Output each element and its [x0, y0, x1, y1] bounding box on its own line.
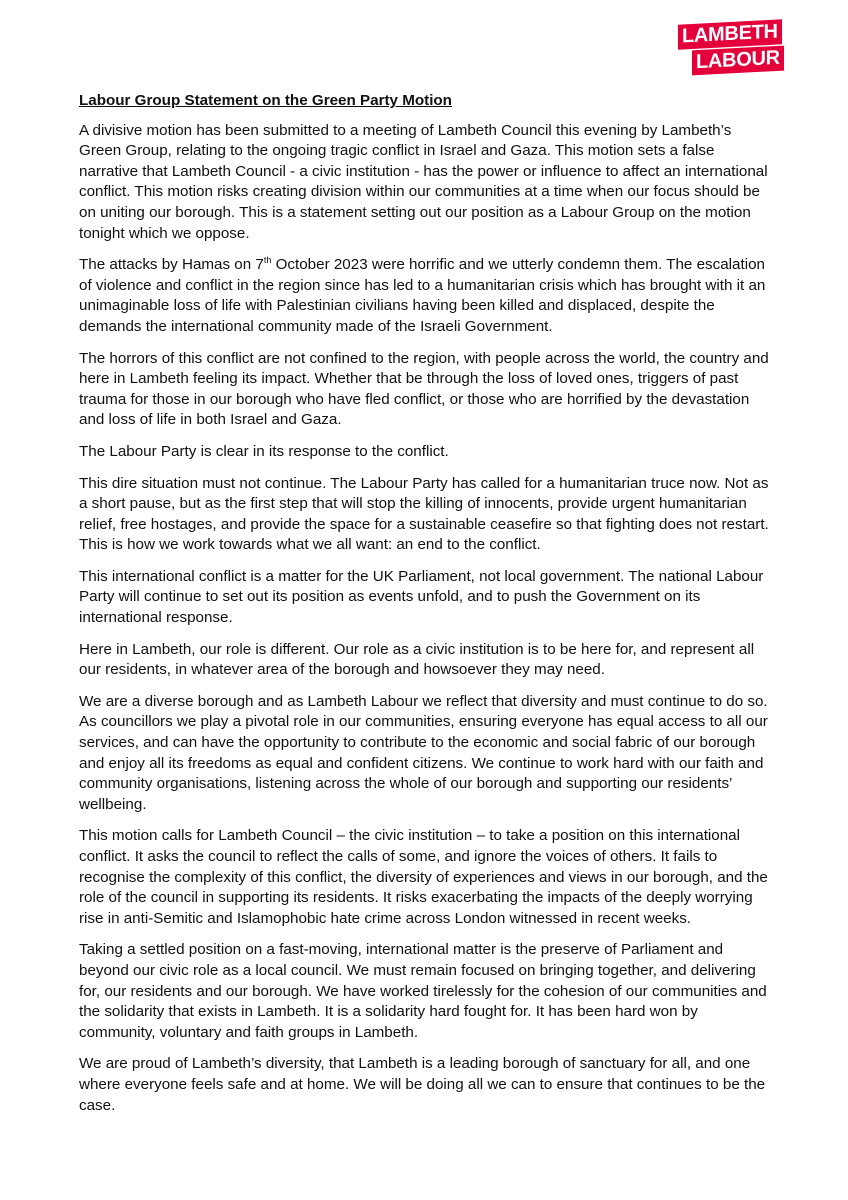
paragraph-6: This international conflict is a matter for the UK Parliament, not local government. The national Labour Party will continue to set out its position as events unfold, and to push the Government on its international response.: [79, 567, 764, 627]
paragraph-2-start: The attacks by Hamas on 7: [79, 256, 264, 274]
paragraph-2-rest: October 2023 were horrific and we utterly condemn them. The escalation of violence and conflict in the region since has led to a humanitarian crisis which has brought with it an unimaginable loss of life with Palestinian civilians having been killed and displaced, despite the demands the international community made of the Israeli Government.: [79, 256, 766, 335]
paragraph-8: We are a diverse borough and as Lambeth Labour we reflect that diversity and must continue to do so. As councillors we play a pivotal role in our communities, ensuring everyone has equal access to all our services, and can have the opportunity to contribute to the economic and social fabric of our borough and enjoy all its freedoms as equal and confident citizens. We continue to work hard with our faith and community organisations, listening across the whole of our borough and supporting our residents’ wellbeing.: [79, 692, 768, 813]
paragraph-5: This dire situation must not continue. The Labour Party has called for a humanitarian truce now. Not as a short pause, but as the first step that will stop the killing of innocents, provide urgent humanitarian relief, free hostages, and provide the space for a sustainable ceasefire so that fighting does not restart. This is how we work towards what we all want: an end to the conflict.: [79, 474, 769, 554]
logo-line-lambeth: LAMBETH: [678, 19, 782, 49]
statement-title: Labour Group Statement on the Green Party Motion: [79, 92, 452, 109]
lambeth-labour-logo: [678, 22, 786, 74]
paragraph-11: We are proud of Lambeth’s diversity, that Lambeth is a leading borough of sanctuary for all, and one where everyone feels safe and at home. We will be doing all we can to ensure that continues to be the case.: [79, 1055, 766, 1114]
paragraph-2: [79, 255, 777, 337]
paragraph-3: The horrors of this conflict are not confined to the region, with people across the world, the country and here in Lambeth feeling its impact. Whether that be through the loss of loved ones, triggers of past trauma for those in our borough who have fled conflict, or those who are horrified by the devastation and loss of life in both Israel and Gaza.: [79, 349, 769, 429]
ordinal-suffix: th: [263, 255, 272, 266]
paragraph-10: Taking a settled position on a fast-moving, international matter is the preserve of Parliament and beyond our civic role as a local council. We must remain focused on bringing together, and delivering for, our residents and our borough. We have worked tirelessly for the cohesion of our communities and the solidarity that exists in Lambeth. It is a solidarity hard fought for. It has been hard won by community, voluntary and faith groups in Lambeth.: [79, 941, 767, 1041]
paragraph-1: A divisive motion has been submitted to a meeting of Lambeth Council this evening by Lambeth’s Green Group, relating to the ongoing tragic conflict in Israel and Gaza. This motion sets a false narrative that Lambeth Council - a civic institution - has the power or influence to affect an international conflict. This motion risks creating division within our communities at a time when our focus should be on uniting our borough. This is a statement setting out our position as a Labour Group on the motion tonight which we oppose.: [79, 121, 768, 242]
paragraph-7: Here in Lambeth, our role is different. Our role as a civic institution is to be here for, and represent all our residents, in whatever area of the borough and howsoever they may need.: [79, 640, 755, 679]
statement-body: [79, 91, 777, 1127]
paragraph-9: This motion calls for Lambeth Council – the civic institution – to take a position on this international conflict. It asks the council to reflect the calls of some, and ignore the voices of others. It fails to recognise the complexity of this conflict, the diversity of experiences and views in our borough, and the role of the council in supporting its residents. It risks exacerbating the impacts of the deeply worrying rise in anti-Semitic and Islamophobic hate crime across London witnessed in recent weeks.: [79, 827, 768, 927]
paragraph-4: The Labour Party is clear in its response to the conflict.: [79, 442, 449, 460]
logo-line-labour: LABOUR: [692, 46, 784, 76]
